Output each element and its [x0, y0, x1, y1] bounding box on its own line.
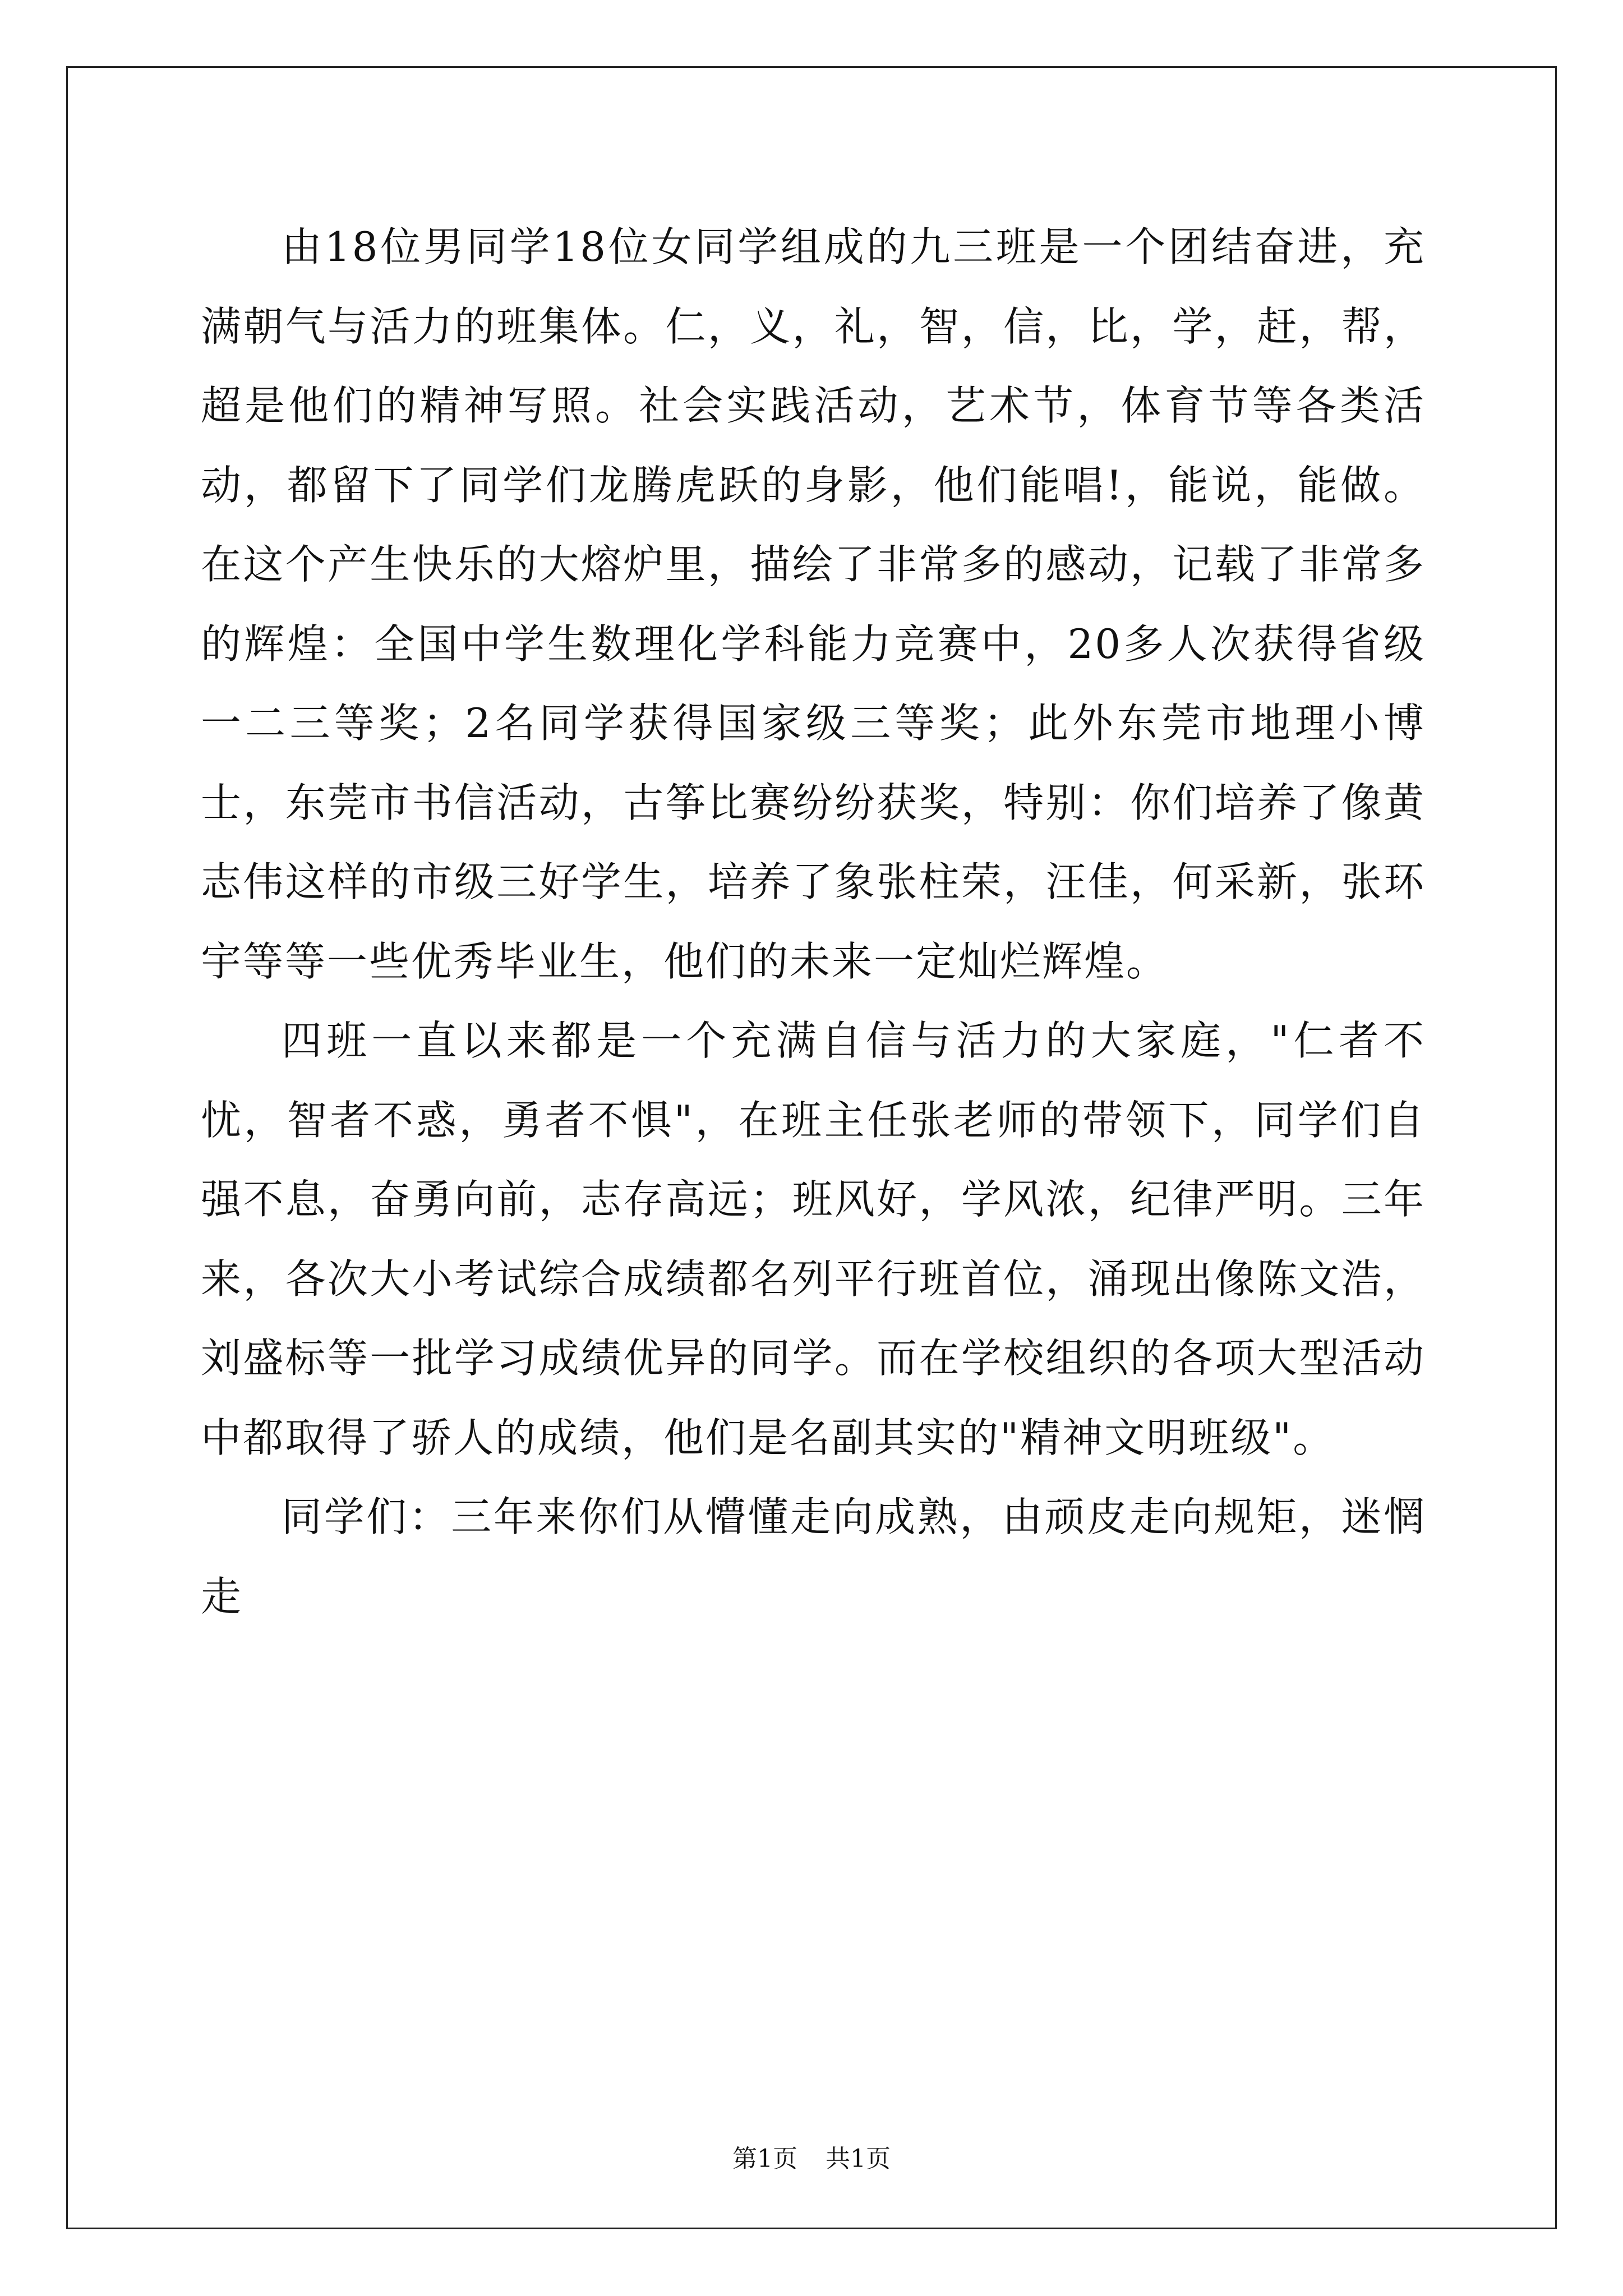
paragraph-2: 四班一直以来都是一个充满自信与活力的大家庭，"仁者不忧，智者不惑，勇者不惧"，在班主任张老师的带领下，同学们自强不息，奋勇向前，志存高远；班风好，学风浓，纪律严明。三年来，各次大小考试综合成绩都名列平行班首位，涌现出像陈文浩，刘盛标等一批学习成绩优异的同学。而在学校组织的各项大型活动中都取得了骄人的成绩，他们是名副其实的"精神文明班级"。 — [201, 1017, 1426, 1461]
page-number-current: 第1页 — [732, 2145, 797, 2173]
paragraph-3: 同学们：三年来你们从懵懂走向成熟，由顽皮走向规矩，迷惘走 — [201, 1493, 1426, 1620]
page-number-total: 共1页 — [826, 2145, 891, 2173]
paragraph-1: 由18位男同学18位女同学组成的九三班是一个团结奋进，充满朝气与活力的班集体。仁，义，礼，智，信，比，学，赶，帮，超是他们的精神写照。社会实践活动，艺术节，体育节等各类活动，都留下了同学们龙腾虎跃的身影，他们能唱!，能说，能做。在这个产生快乐的大熔炉里，描绘了非常多的感动，记载了非常多的辉煌：全国中学生数理化学科能力竞赛中，20多人次获得省级一二三等奖；2名同学获得国家级三等奖；此外东莞市地理小博士，东莞市书信活动，古筝比赛纷纷获奖，特别：你们培养了像黄志伟这样的市级三好学生，培养了象张柱荣，汪佳，何采新，张环宇等等一些优秀毕业生，他们的未来一定灿烂辉煌。 — [201, 223, 1426, 985]
page-footer — [0, 2138, 1623, 2174]
document-body — [201, 208, 1426, 1636]
